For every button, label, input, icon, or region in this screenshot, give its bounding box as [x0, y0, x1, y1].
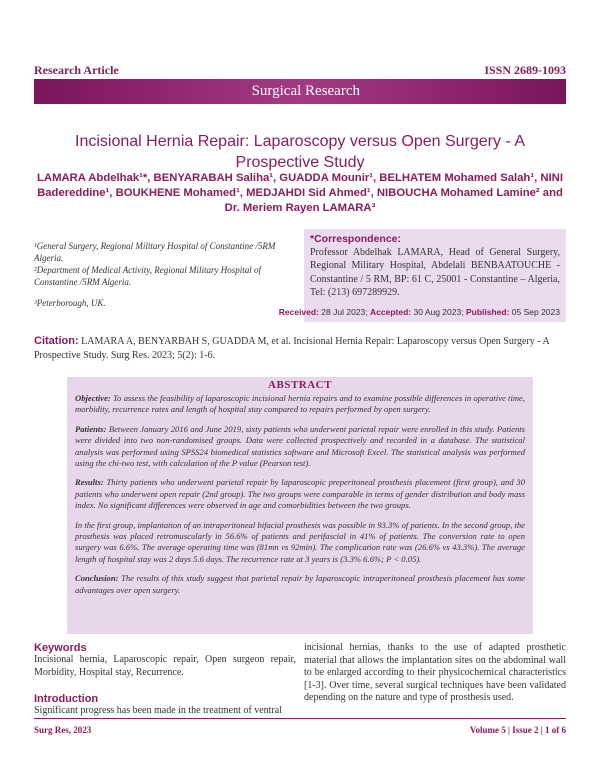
- patients-text: Between January 2016 and June 2019, sixty patients who underwent parietal repair were enrolled in this study. Patients were divided into two non-randomised groups. Data were collected prospectively and recorded in a database. The statistical analysis was performed using SPSS24 biomedical statistics software and Microsoft Excel. The statistical analysis was performed using the chi-two test, with calculation of the P value (Pearson test).: [75, 423, 525, 469]
- footer-divider: [34, 718, 566, 719]
- citation-label: Citation:: [34, 335, 79, 347]
- footer-journal: Surg Res, 2023: [34, 725, 92, 735]
- received-label: Received:: [278, 307, 319, 317]
- journal-banner: Surgical Research: [34, 79, 566, 104]
- conclusion-text: The results of this study suggest that parietal repair by laparoscopic intraperitoneal prosthesis placement has some advantages over open surgery.: [75, 573, 525, 595]
- abstract-title: ABSTRACT: [268, 379, 332, 391]
- introduction-text: Significant progress has been made in the treatment of ventral: [34, 705, 282, 717]
- right-column: [304, 642, 566, 705]
- footer-pagination: Volume 5 | Issue 2 | 1 of 6: [469, 725, 566, 735]
- citation-text: LAMARA A, BENYARBAH S, GUADDA M, et al. Incisional Hernia Repair: Laparoscopy versus Open Surgery - A Prospective Study. Surg Res. 2023; 5(2): 1-6.: [34, 336, 550, 361]
- citation: [34, 335, 566, 362]
- paper-title: Incisional Hernia Repair: Laparoscopy versus Open Surgery - A Prospective Study: [75, 133, 525, 171]
- right-column-text: incisional hernias, thanks to the use of adapted prosthetic material that allows the implantation sites on the abdominal wall to be enlarged according to their physicochemical characteristics [1-3]. Over time, several surgical techniques have been validated depending on the nature and type of prosthesis used.: [304, 642, 566, 704]
- results-label: Results:: [75, 477, 104, 488]
- published-label: Published:: [465, 307, 510, 317]
- keywords-text: Incisional hernia, Laparoscopic repair, Open surgeon repair, Morbidity, Hospital stay, Recurrence.: [34, 654, 296, 678]
- article-type: Research Article: [34, 63, 119, 77]
- left-column: [34, 642, 296, 718]
- correspondence-text: Professor Abdelhak LAMARA, Head of General Surgery, Regional Military Hospital, Abdelali BENBAATOUCHE - Constantine / 5 RM, BP: 61 C, 25001 - Constantine – Algeria, Tel: (213) 697289929.: [310, 247, 560, 298]
- affiliation-2: ²Department of Medical Activity, Regional Military Hospital of Constantine /5RM Algeria.: [34, 265, 261, 287]
- published-date: 05 Sep 2023: [511, 307, 560, 317]
- accepted-date: 30 Aug 2023;: [413, 307, 464, 317]
- correspondence-title: *Correspondence:: [310, 233, 402, 245]
- abstract-results: [75, 477, 525, 511]
- patients-label: Patients:: [75, 423, 107, 434]
- received-date: 28 Jul 2023;: [321, 307, 368, 317]
- introduction-heading: Introduction: [34, 693, 99, 706]
- abstract-patients: [75, 424, 525, 470]
- abstract-box: [67, 377, 533, 634]
- abstract-conclusion: [75, 573, 525, 596]
- author-list: LAMARA Abdelhak¹*, BENYARABAH Saliha¹, GUADDA Mounir¹, BELHATEM Mohamed Salah¹, NINI Badereddine¹, BOUKHENE Mohamed¹, MEDJAHDI Sid Ahmed¹, NIBOUCHA Mohamed Lamine² and Dr. Meriem Rayen LAMARA³: [37, 172, 563, 214]
- objective-text: To assess the feasibility of laparoscopic incisional hernia repairs and to examine possible differences in operative time, morbidity, recurrence rates and length of hospital stay compared to repairs performed by open surgery.: [75, 393, 525, 415]
- keywords-heading: Keywords: [34, 642, 87, 654]
- affiliation-1: ¹General Surgery, Regional Military Hospital of Constantine /5RM Algeria.: [34, 241, 276, 263]
- correspondence-box: [278, 229, 566, 322]
- abstract-objective: [75, 393, 525, 416]
- objective-label: Objective:: [75, 393, 111, 403]
- abstract-results-2: In the first group, implantation of an intraperitoneal bifacial prosthesis was possible in 93.3% of patients. In the second group, the prosthesis was placed retromuscularly in 56.6% of patients and perifascial in 41% of patients. The conversion rate to open surgery was 6.6%. The average operating time was (81mn vs 92min). The complication rate was (26.6% vs 43.3%). The average length of hospital stay was 2 days 5.6 days. The recurrence rate at 3 years is (3.3% 6.6%; P < 0.05).: [75, 519, 525, 564]
- accepted-label: Accepted:: [370, 307, 412, 317]
- issn: ISSN 2689-1093: [484, 63, 566, 77]
- conclusion-label: Conclusion:: [75, 573, 119, 584]
- publication-dates: [279, 307, 560, 317]
- affiliation-3: ³Peterborough, UK.: [34, 298, 106, 308]
- results-text: Thirty patients who underwent parietal repair by laparoscopic preperitoneal prosthesis placement (first group), and 30 patients who underwent open repair (2nd group). The two groups were comparable in terms of gender distribution and body mass index. No significant differences were observed in age and comorbidities between the two groups.: [75, 477, 526, 511]
